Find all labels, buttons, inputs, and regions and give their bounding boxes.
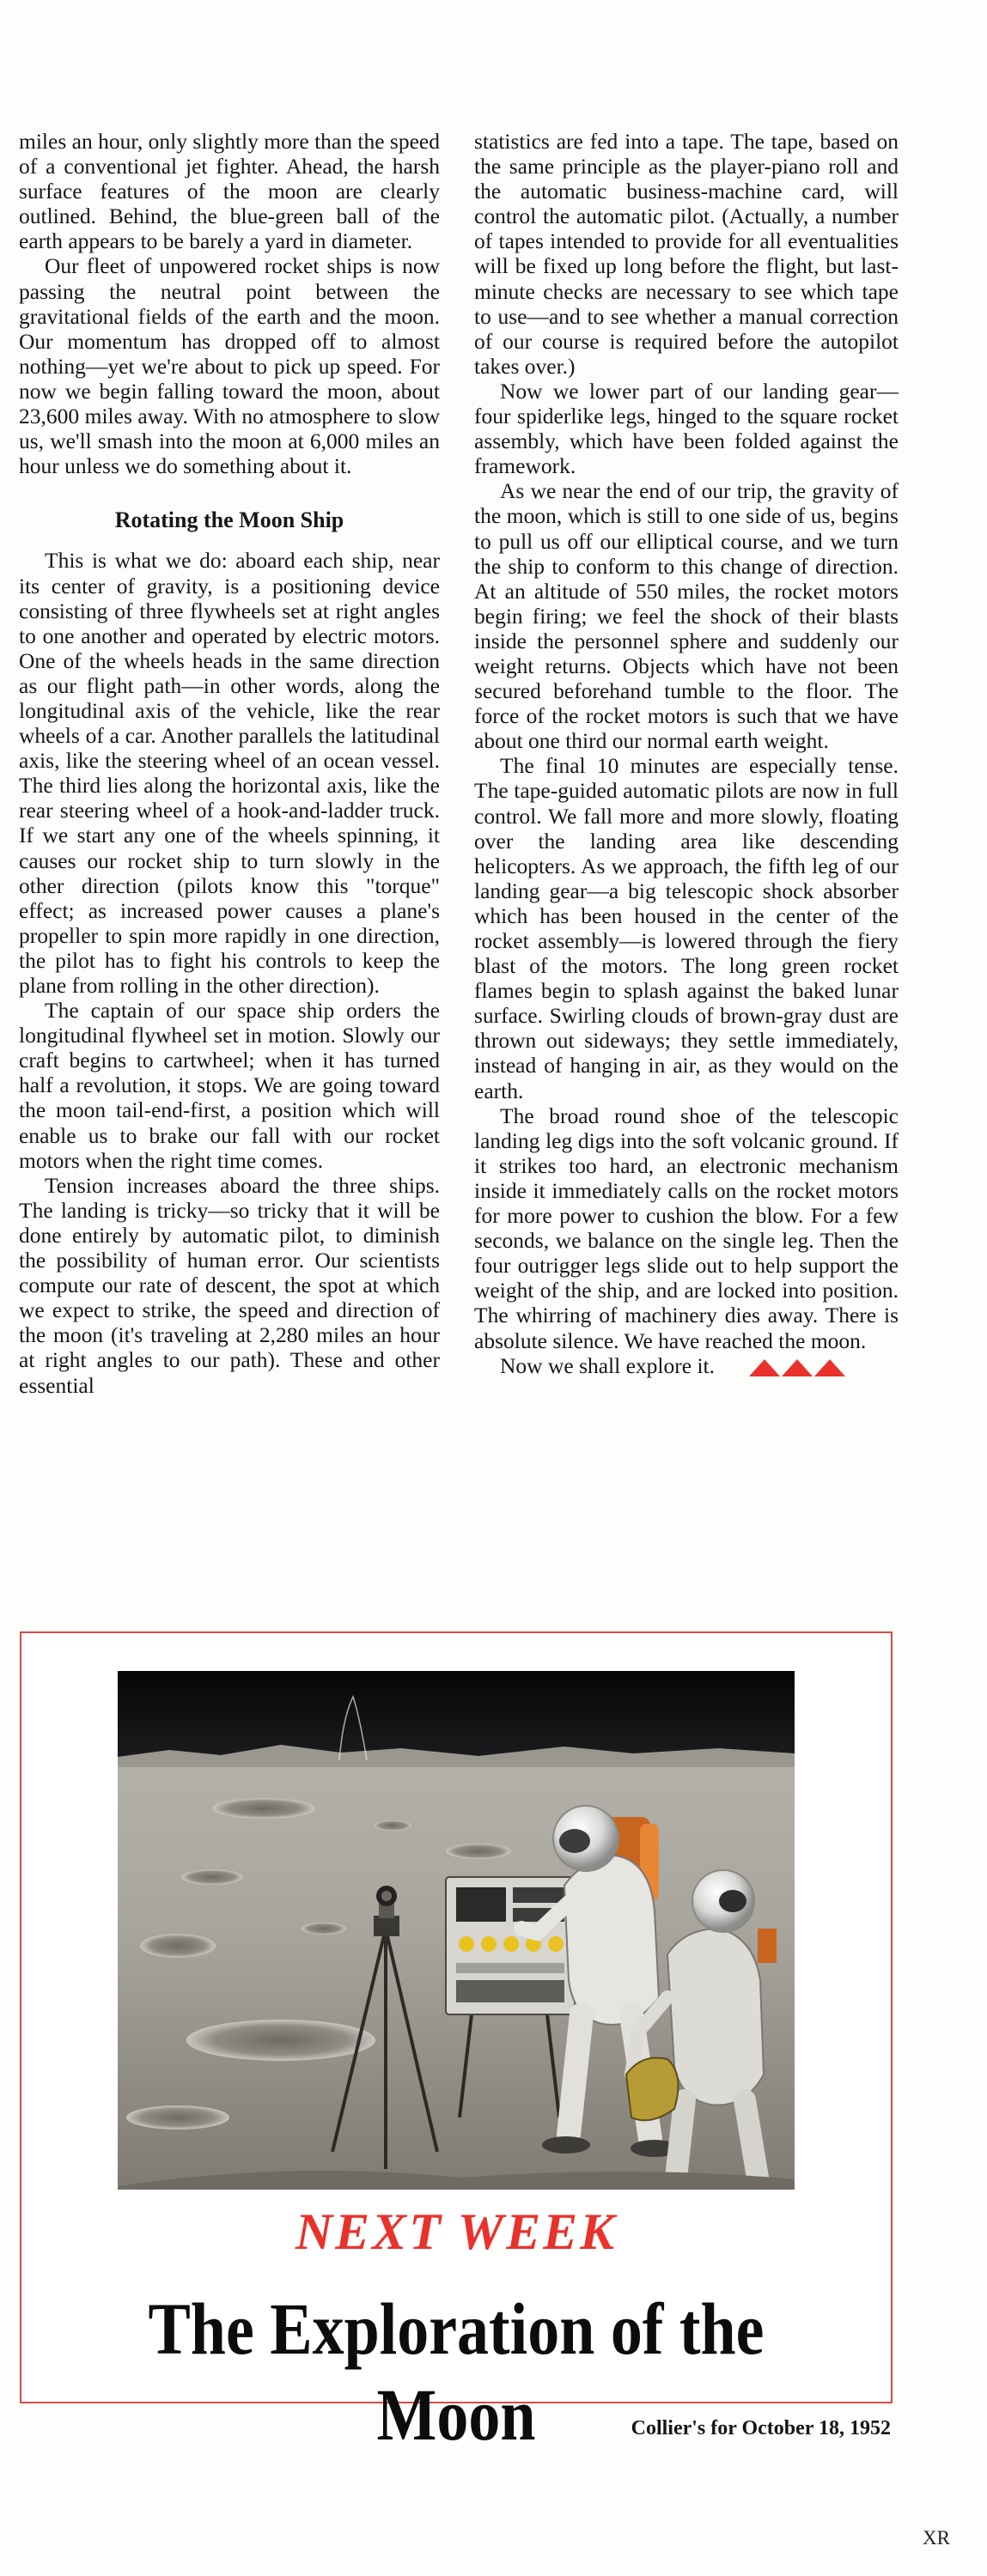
triple-triangle-end-mark-icon bbox=[749, 1358, 845, 1377]
article-paragraph: statistics are fed into a tape. The tape, based on the same principle as the player-piano roll and the automatic business-machine card, will control the automatic pilot. (Actually, a number of tapes intended to provide for all eventualities will be fixed up long before the flight, but last-minute checks are necessary to see which tape to use—and to see whether a manual correction of our course is required before the autopilot takes over.) bbox=[474, 129, 899, 379]
article-paragraph: This is what we do: aboard each ship, near its center of gravity, is a positioning device consisting of three flywheels set at right angles to one another and operated by electric motors. One of the wheels heads in the same direction as our flight path—in other words, along the longitudinal axis of the vehicle, like the rear wheels of a car. Another parallels the latitudinal axis, like the steering wheel of an ocean vessel. The third lies along the horizontal axis, like the rear steering wheel of a hook-and-ladder truck. If we start any one of the wheels spinning, it causes our rocket ship to turn slowly in the other direction (pilots know this "torque" effect; as increased power causes a plane's propeller to spin more rapidly in one direction, the pilot has to fight his controls to keep the plane from rolling in the other direction). bbox=[19, 548, 440, 998]
article-paragraph: As we near the end of our trip, the gravity of the moon, which is still to one side of us, begins to pull us off our elliptical course, and we turn the ship to conform to this change of direction. At an altitude of 550 miles, the rocket motors begin firing; we feel the shock of their blasts inside the personnel sphere and suddenly our weight returns. Objects which have not been secured beforehand tumble to the floor. The force of the rocket motors is such that we have about one third our normal earth weight. bbox=[474, 478, 899, 754]
article-paragraph: Tension increases aboard the three ships. The landing is tricky—so tricky that it will be done entirely by automatic pilot, to diminish the possibility of human error. Our scientists compute our rate of descent, the spot at which we expect to strike, the speed and direction of the moon (it's traveling at 2,280 miles an hour at right angles to our path). These and other essential bbox=[19, 1172, 440, 1398]
article-paragraph: Now we lower part of our landing gear—four spiderlike legs, hinged to the square rocket assembly, which have been folded against the framework. bbox=[474, 378, 899, 479]
page-code: XR bbox=[923, 2527, 950, 2549]
closing-line: Now we shall explore it. bbox=[500, 1352, 715, 1378]
promo-headline: The Exploration of the Moon bbox=[148, 2287, 765, 2456]
article-paragraph: miles an hour, only slightly more than the speed of a conventional jet fighter. Ahead, the harsh surface features of the moon are clearly outlined. Behind, the blue-green ball of the earth appears to be barely a yard in diameter. bbox=[19, 129, 440, 254]
article-column-right bbox=[474, 129, 899, 1378]
issue-credit: Collier's for October 18, 1952 bbox=[631, 2417, 891, 2439]
article-closing-paragraph bbox=[474, 1353, 899, 1378]
moon-exploration-illustration bbox=[118, 1671, 795, 2190]
article-paragraph: Our fleet of unpowered rocket ships is now passing the neutral point between the gravitational fields of the earth and the moon. Our momentum has dropped off to almost nothing—yet we're about to pick up speed. For now we begin falling toward the moon, about 23,600 miles away. With no atmosphere to slow us, we'll smash into the moon at 6,000 miles an hour unless we do something about it. bbox=[19, 253, 440, 479]
next-week-kicker: NEXT WEEK bbox=[295, 2203, 618, 2260]
article-paragraph: The broad round shoe of the telescopic landing leg digs into the soft volcanic ground. If it strikes too hard, an electronic mechanism inside it immediately calls on the rocket motors for more power to cushion the blow. For a few seconds, we balance on the single leg. Then the four outrigger legs slide out to help support the weight of the ship, and are locked into position. The whirring of machinery dies away. There is absolute silence. We have reached the moon. bbox=[474, 1103, 899, 1353]
article-paragraph: The captain of our space ship orders the longitudinal flywheel set in motion. Slowly our craft begins to cartwheel; when it has turned half a revolution, it stops. We are going toward the moon tail-end-first, a position which will enable us to brake our fall with our rocket motors when the right time comes. bbox=[19, 998, 440, 1173]
article-paragraph: The final 10 minutes are especially tense. The tape-guided automatic pilots are now in full control. We fall more and more slowly, floating over the landing area like descending helicopters. As we approach, the fifth leg of our landing gear—a big telescopic shock absorber which has been housed in the center of the rocket assembly—is lowered through the fiery blast of the motors. The long green rocket flames begin to splash against the baked lunar surface. Swirling clouds of brown-gray dust are thrown out sideways; they settle immediately, instead of hanging in air, as they would on the earth. bbox=[474, 753, 899, 1103]
article-column-left bbox=[19, 129, 440, 1398]
section-heading: Rotating the Moon Ship bbox=[114, 507, 344, 533]
